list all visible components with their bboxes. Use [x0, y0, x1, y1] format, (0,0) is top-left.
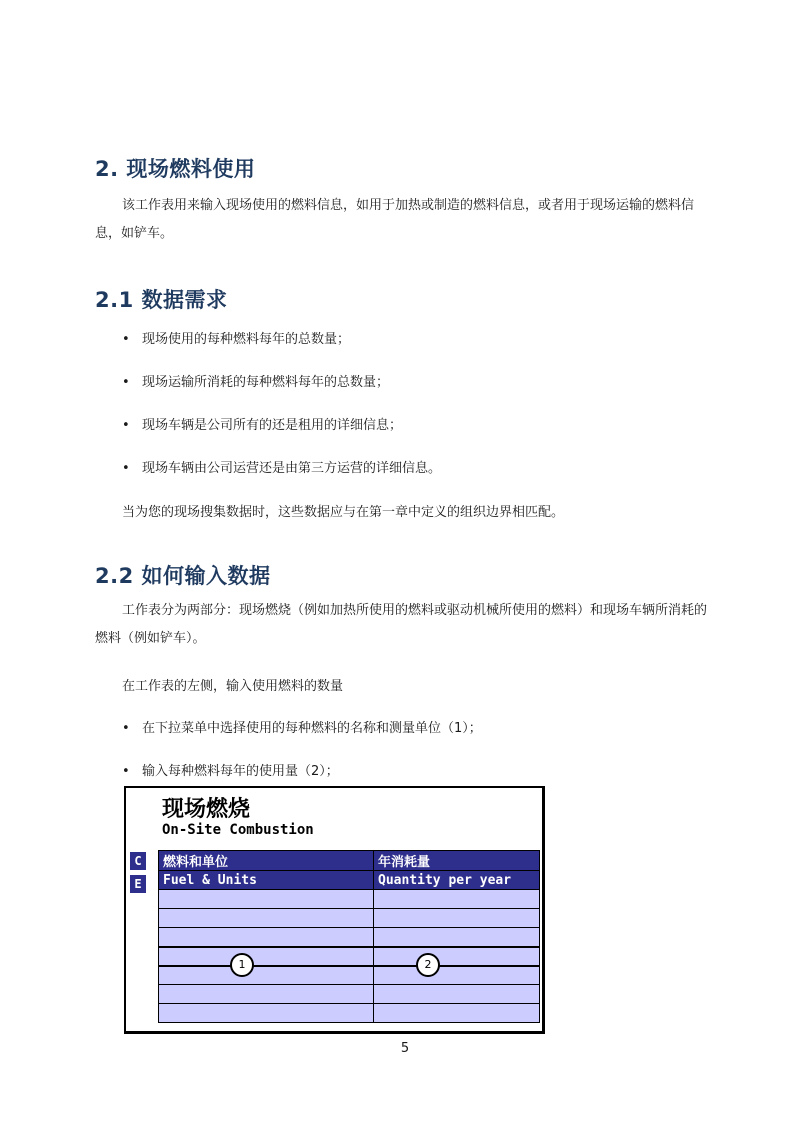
figure-title-en: On-Site Combustion	[162, 822, 314, 838]
quantity-cell[interactable]	[374, 890, 540, 909]
lang-tag-english: E	[130, 875, 146, 893]
bullet-icon: •	[122, 375, 130, 390]
list-item	[122, 328, 350, 347]
list-item	[122, 371, 389, 390]
quantity-cell[interactable]	[374, 1004, 540, 1023]
table-row	[159, 947, 540, 966]
table-row	[159, 928, 540, 947]
fuel-units-cell[interactable]	[159, 928, 374, 947]
list-item-text: 输入每种燃料每年的使用量（2）；	[142, 764, 339, 779]
list-item	[122, 717, 482, 736]
quantity-cell[interactable]	[374, 928, 540, 947]
list-item	[122, 414, 402, 433]
table-row	[159, 966, 540, 985]
table-row	[159, 909, 540, 928]
figure-title-zh: 现场燃烧	[162, 797, 251, 822]
list-item	[122, 457, 441, 476]
list-item-text: 在下拉菜单中选择使用的每种燃料的名称和测量单位（1）；	[142, 721, 482, 736]
quantity-cell[interactable]	[374, 947, 540, 966]
fuel-units-cell[interactable]	[159, 947, 374, 966]
table-row	[159, 1004, 540, 1023]
page-number: 5	[400, 1041, 410, 1056]
table-header-row-en	[159, 871, 540, 890]
bullet-icon: •	[122, 332, 130, 347]
list-item	[122, 760, 339, 779]
fuel-units-cell[interactable]	[159, 966, 374, 985]
fuel-units-cell[interactable]	[159, 1004, 374, 1023]
bullet-icon: •	[122, 461, 130, 476]
section-2-2-intro: 工作表分为两部分：现场燃烧（例如加热所使用的燃料或驱动机械所使用的燃料）和现场车辆所消耗的燃料（例如铲车）。	[95, 603, 708, 646]
worksheet-figure	[124, 786, 545, 1034]
quantity-cell[interactable]	[374, 966, 540, 985]
callout-marker-1: 1	[230, 953, 254, 977]
list-item-text: 现场车辆是公司所有的还是租用的详细信息；	[142, 418, 403, 433]
quantity-cell[interactable]	[374, 909, 540, 928]
table-row	[159, 985, 540, 1004]
quantity-cell[interactable]	[374, 985, 540, 1004]
fuel-input-table	[158, 850, 540, 1023]
bullet-icon: •	[122, 764, 130, 779]
column-header-quantity-en: Quantity per year	[374, 871, 540, 890]
section-2-heading: 2. 现场燃料使用	[95, 157, 256, 181]
table-header-row-zh	[159, 851, 540, 871]
section-2-1-closing: 当为您的现场搜集数据时，这些数据应与在第一章中定义的组织边界相匹配。	[122, 505, 565, 520]
list-item-text: 现场车辆由公司运营还是由第三方运营的详细信息。	[142, 461, 442, 476]
lang-tag-chinese: C	[130, 852, 146, 870]
bullet-icon: •	[122, 418, 130, 433]
section-2-2-heading: 2.2 如何输入数据	[95, 564, 271, 588]
list-item-text: 现场使用的每种燃料每年的总数量；	[142, 332, 351, 347]
list-item-text: 现场运输所消耗的每种燃料每年的总数量；	[142, 375, 390, 390]
column-header-fuel-zh: 燃料和单位	[159, 851, 374, 871]
callout-marker-2: 2	[416, 953, 440, 977]
section-2-intro: 该工作表用来输入现场使用的燃料信息，如用于加热或制造的燃料信息，或者用于现场运输的燃料信息，如铲车。	[95, 198, 695, 241]
fuel-units-cell[interactable]	[159, 909, 374, 928]
table-row	[159, 890, 540, 909]
bullet-icon: •	[122, 721, 130, 736]
section-2-2-left-side: 在工作表的左侧，输入使用燃料的数量	[122, 679, 344, 694]
fuel-units-cell[interactable]	[159, 985, 374, 1004]
column-header-fuel-en: Fuel & Units	[159, 871, 374, 890]
section-2-1-heading: 2.1 数据需求	[95, 288, 228, 312]
column-header-quantity-zh: 年消耗量	[374, 851, 540, 871]
fuel-units-cell[interactable]	[159, 890, 374, 909]
